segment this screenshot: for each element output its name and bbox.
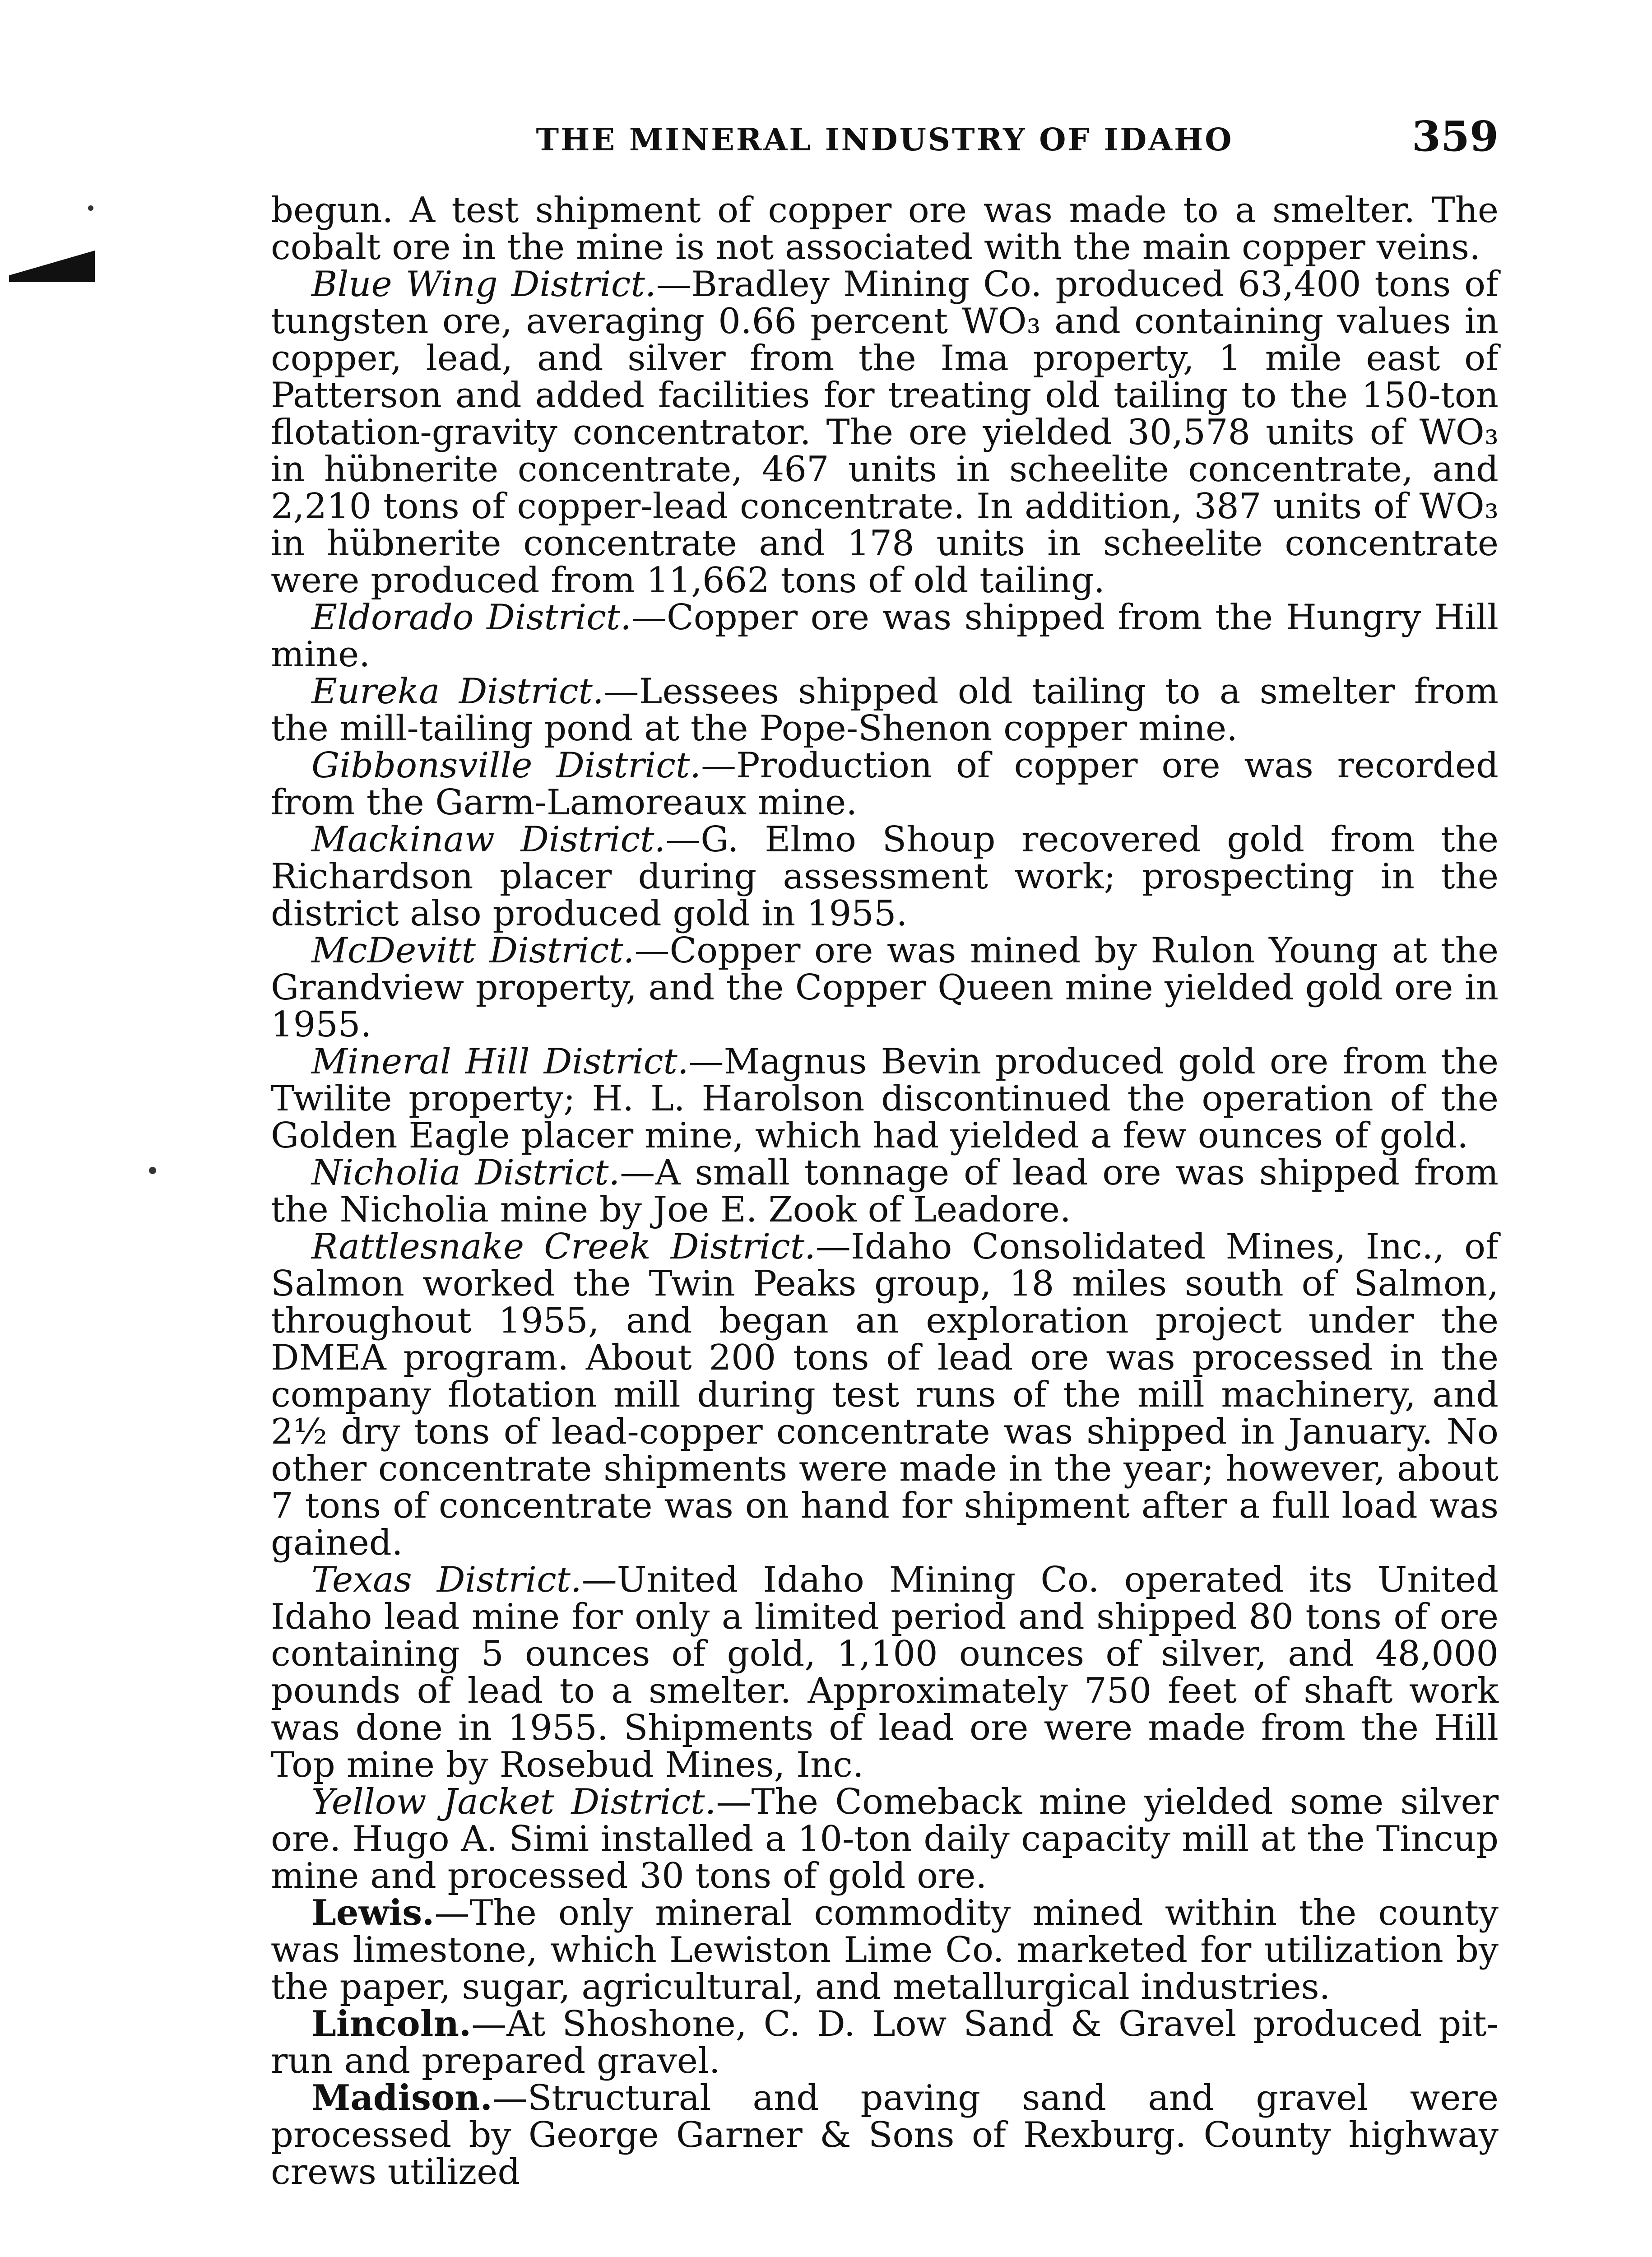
paragraph bbox=[271, 266, 1499, 599]
paragraph bbox=[271, 2003, 1499, 2081]
district-heading: Yellow Jacket District. bbox=[311, 1782, 716, 1822]
page-header bbox=[271, 104, 1499, 172]
page-number: 359 bbox=[1411, 112, 1499, 161]
county-heading: Madison. bbox=[311, 2077, 492, 2118]
paragraph-text: —Copper ore was shipped from the Hungry Hill mine. bbox=[271, 597, 1499, 675]
district-heading: Eureka District. bbox=[311, 671, 604, 712]
paragraph bbox=[271, 1783, 1499, 1895]
margin-dot bbox=[88, 205, 93, 211]
district-heading: Gibbonsville District. bbox=[311, 745, 701, 786]
paragraph-text: —Bradley Mining Co. produced 63,400 tons of tungsten ore, averaging 0.66 percent WO₃ and containing values in copper, lead, and silver from the Ima property, 1 mile east of Patterson and added facilities for treating old tailing to the 150-ton flotation-gravity concentrator. The ore yielded 30,578 units of WO₃ in hübnerite concentrate, 467 units in scheelite concentrate, and 2,210 tons of copper-lead concentrate. In addition, 387 units of WO₃ in hübnerite concentrate and 178 units in scheelite concentrate were produced from 11,662 tons of old tailing. bbox=[271, 264, 1499, 601]
paragraph-text: —G. Elmo Shoup recovered gold from the Richardson placer during assessment work; prospecting in the district also produced gold in 1955. bbox=[271, 819, 1499, 934]
paragraph-text: —At Shoshone, C. D. Low Sand & Gravel produced pit-run and prepared gravel. bbox=[271, 2004, 1499, 2081]
paragraph-text: —United Idaho Mining Co. operated its United Idaho lead mine for only a limited period and shipped 80 tons of ore containing 5 ounces of gold, 1,100 ounces of silver, and 48,000 pounds of lead to a smelter. Approximately 750 feet of shaft work was done in 1955. Shipments of lead ore were made from the Hill Top mine by Rosebud Mines, Inc. bbox=[271, 1560, 1499, 1785]
district-heading: Nicholia District. bbox=[311, 1152, 620, 1193]
district-heading: Mackinaw District. bbox=[311, 819, 666, 860]
paragraph bbox=[271, 673, 1499, 747]
body-text bbox=[271, 192, 1499, 2191]
paragraph-text: —Idaho Consolidated Mines, Inc., of Salmon worked the Twin Peaks group, 18 miles south of Salmon, throughout 1955, and began an exploration project under the DMEA program. About 200 tons of lead ore was processed in the company flotation mill during test runs of the mill machinery, and 2½ dry tons of lead-copper concentrate was shipped in January. No other concentrate shipments were made in the year; however, about 7 tons of concentrate was on hand for shipment after a full load was gained. bbox=[271, 1226, 1499, 1563]
paragraph-text: —Copper ore was mined by Rulon Young at the Grandview property, and the Copper Queen mine yielded gold ore in 1955. bbox=[271, 930, 1499, 1045]
paragraph-text: —The only mineral commodity mined within the county was limestone, which Lewiston Lime Co. marketed for utilization by the paper, sugar, agricultural, and metallurgical industries. bbox=[271, 1893, 1499, 2007]
paragraph bbox=[271, 747, 1499, 821]
paragraph-text: —Lessees shipped old tailing to a smelter from the mill-tailing pond at the Pope-Shenon copper mine. bbox=[271, 671, 1499, 749]
paragraph-text: —Structural and paving sand and gravel were processed by George Garner & Sons of Rexburg. County highway crews utilized bbox=[271, 2078, 1499, 2192]
paragraph bbox=[271, 1561, 1499, 1783]
district-heading: Rattlesnake Creek District. bbox=[311, 1226, 816, 1267]
paragraph bbox=[271, 1154, 1499, 1228]
paragraph bbox=[271, 599, 1499, 673]
running-title: THE MINERAL INDUSTRY OF IDAHO bbox=[536, 122, 1234, 158]
paragraph bbox=[271, 1228, 1499, 1561]
paragraph bbox=[271, 192, 1499, 266]
paragraph-text: —Magnus Bevin produced gold ore from the Twilite property; H. L. Harolson discontinued the operation of the Golden Eagle placer mine, which had yielded a few ounces of gold. bbox=[271, 1041, 1499, 1156]
district-heading: McDevitt District. bbox=[311, 930, 635, 971]
paragraph bbox=[271, 1043, 1499, 1154]
paragraph-text: —A small tonnage of lead ore was shipped from the Nicholia mine by Joe E. Zook of Leadore. bbox=[271, 1152, 1499, 1230]
paragraph bbox=[271, 932, 1499, 1043]
margin-dot bbox=[149, 1167, 156, 1174]
district-heading: Texas District. bbox=[311, 1560, 582, 1600]
paragraph bbox=[271, 1892, 1499, 2007]
county-heading: Lincoln. bbox=[311, 2003, 472, 2044]
paragraph-text: —Production of copper ore was recorded from the Garm-Lamoreaux mine. bbox=[271, 745, 1499, 823]
county-heading: Lewis. bbox=[311, 1892, 435, 1933]
paragraph-text: begun. A test shipment of copper ore was made to a smelter. The cobalt ore in the mine is not associated with the main copper veins. bbox=[271, 190, 1499, 268]
paragraph-text: —The Comeback mine yielded some silver ore. Hugo A. Simi installed a 10-ton daily capacity mill at the Tincup mine and processed 30 tons of gold ore. bbox=[271, 1782, 1499, 1896]
district-heading: Mineral Hill District. bbox=[311, 1041, 689, 1082]
paragraph bbox=[271, 821, 1499, 932]
paragraph bbox=[271, 2077, 1499, 2192]
district-heading: Blue Wing District. bbox=[311, 264, 656, 305]
margin-arrow-mark bbox=[9, 251, 95, 282]
district-heading: Eldorado District. bbox=[311, 597, 632, 638]
